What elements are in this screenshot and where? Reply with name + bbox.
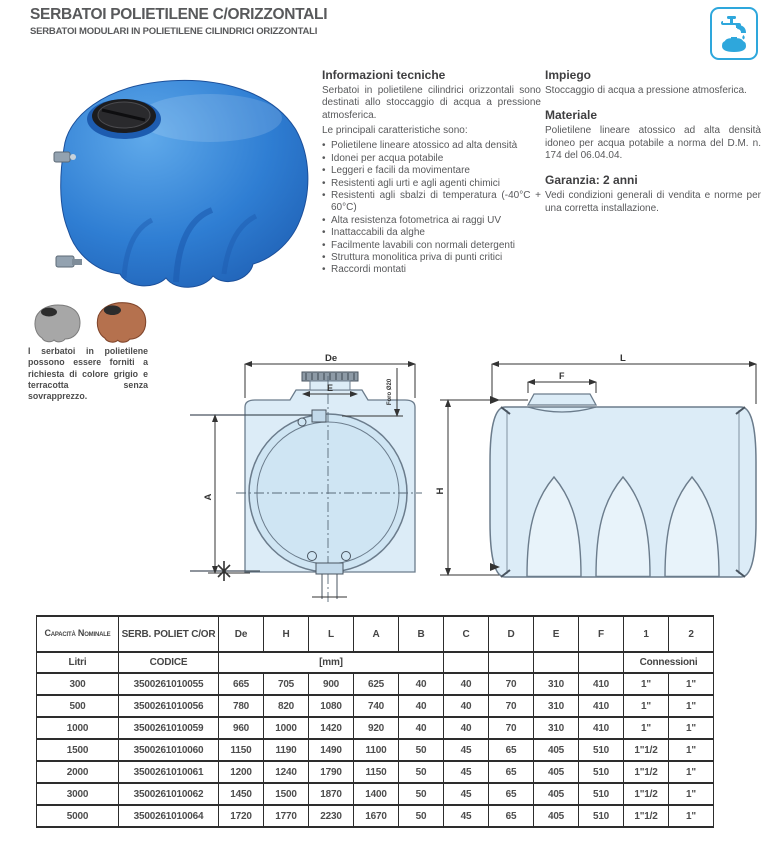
table-header-row-1 bbox=[37, 616, 714, 652]
table-row bbox=[37, 717, 714, 739]
dim-label-l: L bbox=[620, 353, 626, 364]
tech-bullet-item: • Alta resistenza fotometrica ai raggi UV bbox=[322, 215, 541, 227]
table-row bbox=[37, 695, 714, 717]
dim-label-h: H bbox=[435, 487, 446, 495]
code-cell: 3500261010056 bbox=[119, 695, 219, 717]
dim-note-foro: Foro Ø20 bbox=[387, 378, 393, 406]
dimension-cell: 1"1/2 bbox=[624, 739, 669, 761]
col-capacita: Capacità Nominale bbox=[37, 616, 119, 652]
dimension-cell: 45 bbox=[444, 739, 489, 761]
capacity-cell: 5000 bbox=[37, 805, 119, 827]
materiale-heading: Materiale bbox=[545, 108, 598, 123]
unit-connessioni: Connessioni bbox=[624, 652, 714, 673]
unit-mm: [mm] bbox=[219, 652, 444, 673]
unit-codice: CODICE bbox=[119, 652, 219, 673]
dimension-cell: 45 bbox=[444, 761, 489, 783]
col-f: F bbox=[579, 616, 624, 652]
dimension-cell: 1870 bbox=[309, 783, 354, 805]
dimension-cell: 1" bbox=[669, 739, 714, 761]
garanzia-section bbox=[545, 173, 761, 215]
table-row bbox=[37, 761, 714, 783]
dimension-cell: 1150 bbox=[354, 761, 399, 783]
impiego-body: Stoccaggio di acqua a pressione atmosferica. bbox=[545, 84, 747, 96]
table-row bbox=[37, 783, 714, 805]
code-cell: 3500261010064 bbox=[119, 805, 219, 827]
dimension-cell: 1" bbox=[624, 695, 669, 717]
table-row bbox=[37, 805, 714, 827]
technical-drawings bbox=[190, 350, 767, 612]
water-tap-tank-icon bbox=[717, 14, 751, 54]
capacity-cell: 500 bbox=[37, 695, 119, 717]
col-b: B bbox=[399, 616, 444, 652]
product-photo-blue-tank bbox=[28, 60, 320, 302]
size-table-body bbox=[37, 673, 714, 827]
dimension-cell: 2230 bbox=[309, 805, 354, 827]
dimension-cell: 65 bbox=[489, 783, 534, 805]
dim-label-a: A bbox=[203, 493, 214, 501]
dimension-cell: 1"1/2 bbox=[624, 805, 669, 827]
dimension-cell: 665 bbox=[219, 673, 264, 695]
table-header-row-2 bbox=[37, 652, 714, 673]
page-subtitle: SERBATOI MODULARI IN POLIETILENE CILINDRICI ORIZZONTALI bbox=[30, 26, 318, 37]
dimension-cell: 1" bbox=[669, 673, 714, 695]
table-row bbox=[37, 739, 714, 761]
dimension-cell: 1" bbox=[669, 761, 714, 783]
dimension-cell: 310 bbox=[534, 695, 579, 717]
page-title: SERBATOI POLIETILENE C/ORIZZONTALI bbox=[30, 6, 328, 23]
dimension-cell: 50 bbox=[399, 739, 444, 761]
col-1: 1 bbox=[624, 616, 669, 652]
dimension-cell: 960 bbox=[219, 717, 264, 739]
tech-info-heading: Informazioni tecniche bbox=[322, 68, 446, 82]
gray-tank-image bbox=[30, 300, 84, 346]
dimension-cell: 70 bbox=[489, 695, 534, 717]
dimension-cell: 740 bbox=[354, 695, 399, 717]
dimension-cell: 920 bbox=[354, 717, 399, 739]
tech-info-intro: Serbatoi in polietilene cilindrici orizzontali sono destinati allo stoccaggio di acqua a pressione atmosferica. bbox=[322, 84, 541, 121]
dimension-cell: 1240 bbox=[264, 761, 309, 783]
unit-empty-c bbox=[444, 652, 489, 673]
dimension-cell: 405 bbox=[534, 739, 579, 761]
dimension-cell: 1190 bbox=[264, 739, 309, 761]
dimension-cell: 1720 bbox=[219, 805, 264, 827]
col-h: H bbox=[264, 616, 309, 652]
col-d: D bbox=[489, 616, 534, 652]
materiale-section bbox=[545, 108, 761, 162]
dimension-cell: 1490 bbox=[309, 739, 354, 761]
tech-bullet-item: • Idonei per acqua potabile bbox=[322, 153, 541, 165]
dimension-cell: 1" bbox=[669, 805, 714, 827]
dimension-cell: 1" bbox=[624, 673, 669, 695]
dimension-cell: 510 bbox=[579, 805, 624, 827]
table-row bbox=[37, 673, 714, 695]
dimension-cell: 40 bbox=[399, 717, 444, 739]
code-cell: 3500261010059 bbox=[119, 717, 219, 739]
dimension-cell: 1200 bbox=[219, 761, 264, 783]
size-table bbox=[36, 615, 714, 828]
dimension-cell: 310 bbox=[534, 717, 579, 739]
dimension-cell: 705 bbox=[264, 673, 309, 695]
dim-label-f: F bbox=[559, 371, 565, 381]
tech-bullet-item: • Raccordi montati bbox=[322, 264, 541, 276]
capacity-cell: 2000 bbox=[37, 761, 119, 783]
dimension-cell: 40 bbox=[399, 673, 444, 695]
dimension-cell: 65 bbox=[489, 805, 534, 827]
size-table-wrapper bbox=[36, 615, 714, 828]
dimension-cell: 1000 bbox=[264, 717, 309, 739]
col-l: L bbox=[309, 616, 354, 652]
side-view-drawing bbox=[490, 394, 756, 577]
tech-info-section bbox=[322, 68, 541, 277]
dimension-cell: 1400 bbox=[354, 783, 399, 805]
dimension-cell: 1500 bbox=[264, 783, 309, 805]
impiego-section bbox=[545, 68, 761, 97]
dimension-cell: 65 bbox=[489, 761, 534, 783]
dimension-cell: 1080 bbox=[309, 695, 354, 717]
color-option-note: I serbatoi in polietilene possono essere forniti a richiesta di colore grigio e terracotta senza sovrapprezzo. bbox=[28, 346, 148, 401]
unit-empty-f bbox=[579, 652, 624, 673]
tech-bullet-item: • Resistenti agli urti e agli agenti chimici bbox=[322, 178, 541, 190]
materiale-body: Polietilene lineare atossico ad alta densità idoneo per acqua potabile a norma del D.M. n. 174 del 06.04.04. bbox=[545, 125, 761, 161]
dimension-cell: 1420 bbox=[309, 717, 354, 739]
dimension-cell: 40 bbox=[444, 695, 489, 717]
dimension-cell: 405 bbox=[534, 783, 579, 805]
dimension-cell: 50 bbox=[399, 761, 444, 783]
impiego-heading: Impiego bbox=[545, 68, 592, 82]
capacity-cell: 3000 bbox=[37, 783, 119, 805]
dimension-cell: 625 bbox=[354, 673, 399, 695]
dimension-cell: 310 bbox=[534, 673, 579, 695]
col-serb-poliet: SERB. POLIET C/OR bbox=[119, 616, 219, 652]
capacity-cell: 300 bbox=[37, 673, 119, 695]
tech-bullet-list bbox=[322, 140, 541, 276]
dimension-cell: 65 bbox=[489, 739, 534, 761]
dimension-cell: 410 bbox=[579, 717, 624, 739]
dimension-cell: 405 bbox=[534, 805, 579, 827]
tech-info-list-intro: Le principali caratteristiche sono: bbox=[322, 125, 468, 137]
code-cell: 3500261010062 bbox=[119, 783, 219, 805]
dimension-cell: 40 bbox=[444, 717, 489, 739]
dimension-cell: 1" bbox=[624, 717, 669, 739]
dimension-cell: 410 bbox=[579, 673, 624, 695]
dimension-cell: 1"1/2 bbox=[624, 761, 669, 783]
dimension-cell: 1" bbox=[669, 695, 714, 717]
col-e: E bbox=[534, 616, 579, 652]
garanzia-body: Vedi condizioni generali di vendita e norme per una corretta installazione. bbox=[545, 190, 761, 214]
front-view-drawing bbox=[190, 372, 422, 604]
tech-bullet-item: • Leggeri e facili da movimentare bbox=[322, 165, 541, 177]
code-cell: 3500261010061 bbox=[119, 761, 219, 783]
unit-litri: Litri bbox=[37, 652, 119, 673]
dimension-cell: 50 bbox=[399, 783, 444, 805]
dimension-cell: 1" bbox=[669, 717, 714, 739]
dimension-cell: 40 bbox=[399, 695, 444, 717]
dimension-cell: 1"1/2 bbox=[624, 783, 669, 805]
dimension-cell: 50 bbox=[399, 805, 444, 827]
tech-bullet-item: • Facilmente lavabili con normali detergenti bbox=[322, 240, 541, 252]
code-cell: 3500261010055 bbox=[119, 673, 219, 695]
dimension-cell: 70 bbox=[489, 673, 534, 695]
capacity-cell: 1000 bbox=[37, 717, 119, 739]
dimension-cell: 1" bbox=[669, 783, 714, 805]
dimension-cell: 45 bbox=[444, 805, 489, 827]
dimension-cell: 510 bbox=[579, 761, 624, 783]
tech-bullet-item: • Struttura monolitica priva di punti critici bbox=[322, 252, 541, 264]
col-c: C bbox=[444, 616, 489, 652]
dimension-cell: 820 bbox=[264, 695, 309, 717]
dim-label-de: De bbox=[325, 353, 338, 364]
dimension-cell: 70 bbox=[489, 717, 534, 739]
tech-bullet-item: • Inattaccabili da alghe bbox=[322, 227, 541, 239]
dimension-cell: 1450 bbox=[219, 783, 264, 805]
unit-empty-e bbox=[534, 652, 579, 673]
tech-bullet-item: • Polietilene lineare atossico ad alta densità bbox=[322, 140, 541, 152]
terracotta-tank-image bbox=[92, 297, 150, 347]
dimension-cell: 1790 bbox=[309, 761, 354, 783]
code-cell: 3500261010060 bbox=[119, 739, 219, 761]
dimension-cell: 405 bbox=[534, 761, 579, 783]
dimension-cell: 900 bbox=[309, 673, 354, 695]
tech-bullet-item: • Resistenti agli sbalzi di temperatura (-40°C + 60°C) bbox=[322, 190, 541, 215]
dimension-cell: 40 bbox=[444, 673, 489, 695]
dimension-cell: 1100 bbox=[354, 739, 399, 761]
usage-column bbox=[545, 68, 761, 226]
dimension-cell: 780 bbox=[219, 695, 264, 717]
category-badge bbox=[710, 7, 758, 60]
dimension-cell: 510 bbox=[579, 739, 624, 761]
dimension-cell: 1150 bbox=[219, 739, 264, 761]
unit-empty-d bbox=[489, 652, 534, 673]
col-2: 2 bbox=[669, 616, 714, 652]
dimension-cell: 510 bbox=[579, 783, 624, 805]
capacity-cell: 1500 bbox=[37, 739, 119, 761]
dimension-cell: 1670 bbox=[354, 805, 399, 827]
col-a: A bbox=[354, 616, 399, 652]
dimension-cell: 410 bbox=[579, 695, 624, 717]
dimension-cell: 45 bbox=[444, 783, 489, 805]
garanzia-heading: Garanzia: 2 anni bbox=[545, 173, 638, 188]
dim-label-e: E bbox=[327, 383, 334, 393]
col-de: De bbox=[219, 616, 264, 652]
dimension-cell: 1770 bbox=[264, 805, 309, 827]
